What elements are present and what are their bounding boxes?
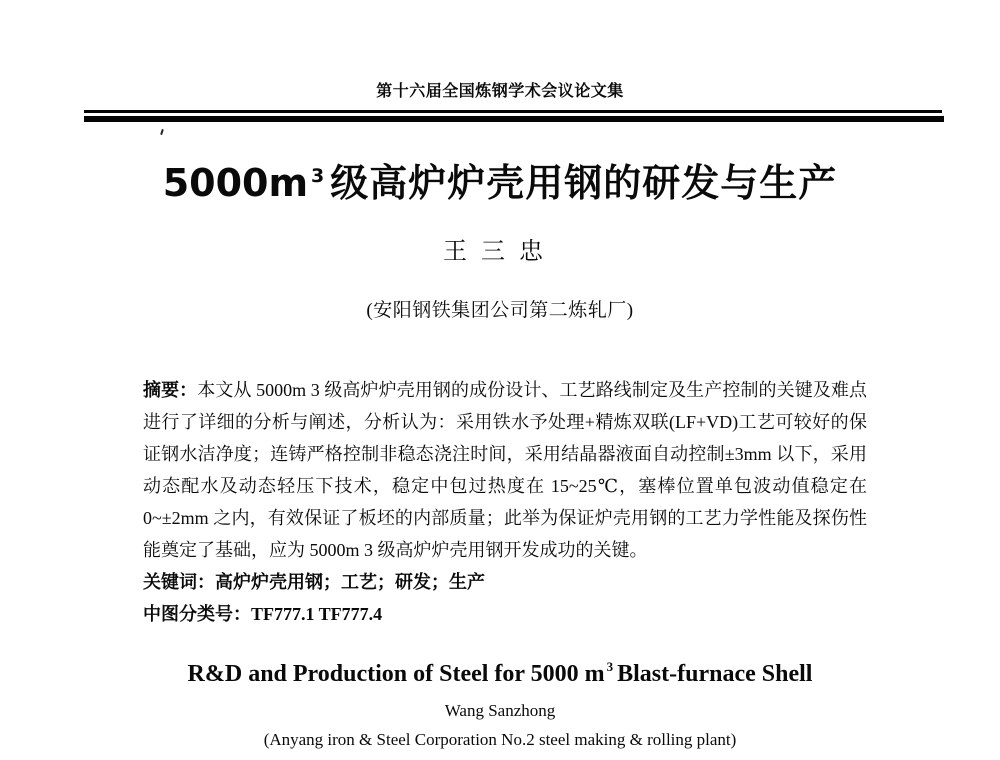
title-superscript: 3 xyxy=(311,165,326,187)
affiliation-en: (Anyang iron & Steel Corporation No.2 steel making & rolling plant) xyxy=(263,730,737,749)
header-rule-thin xyxy=(84,110,942,113)
keywords-text: 高炉炉壳用钢；工艺；研发；生产 xyxy=(215,572,485,592)
abstract-line xyxy=(143,502,867,534)
title-text: 级高炉炉壳用钢的研发与生产 xyxy=(330,161,838,205)
clc-text: TF777.1 TF777.4 xyxy=(251,604,383,624)
title-en-text-2: Blast-furnace Shell xyxy=(617,661,813,687)
clc-line xyxy=(143,598,867,630)
abstract-line xyxy=(143,534,867,566)
author-name-zh: 王三忠 xyxy=(443,239,557,265)
title-volume-number: 5000m xyxy=(162,161,309,205)
abstract-block xyxy=(143,374,867,630)
abstract-line xyxy=(143,438,867,470)
affiliation-zh: (安阳钢铁集团公司第二炼轧厂) xyxy=(366,300,634,321)
title-en-superscript: 3 xyxy=(606,659,614,674)
abstract-text: 证钢水洁净度；连铸严格控制非稳态浇注时间，采用结晶器液面自动控制±3mm 以下，采用 xyxy=(143,444,867,464)
abstract-line xyxy=(143,374,867,406)
clc-label: 中图分类号： xyxy=(143,604,251,624)
scan-speck xyxy=(160,129,164,135)
paper-title-en xyxy=(0,652,1000,689)
title-en-text: R&D and Production of Steel for 5000 m xyxy=(187,661,605,687)
abstract-text: 进行了详细的分析与阐述，分析认为：采用铁水予处理+精炼双联(LF+VD)工艺可较好的保 xyxy=(143,412,867,432)
keywords-label: 关键词： xyxy=(143,572,215,592)
abstract-text: 动态配水及动态轻压下技术，稳定中包过热度在 15~25℃，塞棒位置单包波动值稳定在 xyxy=(143,476,867,496)
abstract-text: 0~±2mm 之内，有效保证了板坯的内部质量；此举为保证炉壳用钢的工艺力学性能及探伤性 xyxy=(143,508,867,528)
abstract-text: 本文从 5000m 3 级高炉炉壳用钢的成份设计、工艺路线制定及生产控制的关键及难点 xyxy=(197,380,868,400)
keywords-line xyxy=(143,566,867,598)
abstract-label: 摘要： xyxy=(143,380,198,400)
abstract-line xyxy=(143,470,867,502)
author-name-en: Wang Sanzhong xyxy=(444,701,556,720)
proceedings-header: 第十六届全国炼钢学术会议论文集 xyxy=(376,81,624,100)
abstract-line xyxy=(143,406,867,438)
abstract-text: 能奠定了基础，应为 5000m 3 级高炉炉壳用钢开发成功的关键。 xyxy=(143,540,648,560)
paper-title-zh xyxy=(0,150,1000,209)
header-rule-thick xyxy=(84,116,944,122)
